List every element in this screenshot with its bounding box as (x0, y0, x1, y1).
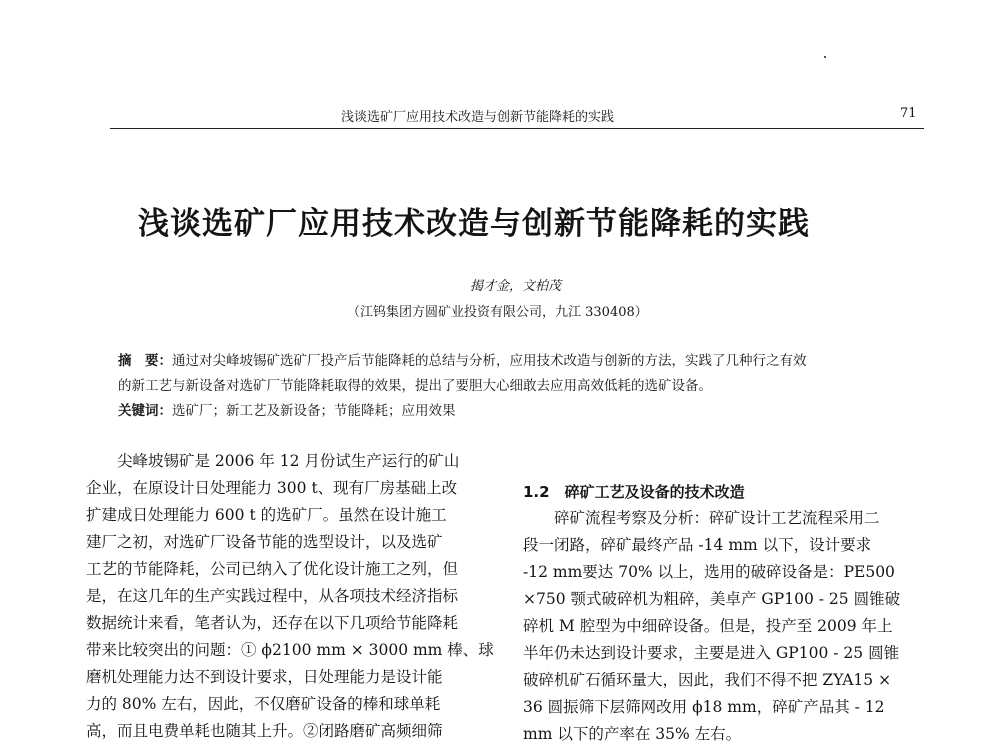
body-left-line: 建厂之初，对选矿厂设备节能的选型设计，以及选矿 (86, 533, 443, 551)
abstract-line-2: 的新工艺与新设备对选矿厂节能降耗取得的效果，提出了要胆大心细敢去应用高效低耗的选矿设备。 (118, 378, 712, 394)
body-right-line: -12 mm要达 70% 以上，选用的破碎设备是：PE500 (523, 563, 895, 581)
keywords-line (118, 399, 918, 424)
body-left-line: 数据统计来看，笔者认为，还存在以下几项给节能降耗 (86, 614, 459, 632)
body-left-line: 磨机处理能力达不到设计要求，日处理能力是设计能 (86, 668, 443, 686)
body-left-line: 高，而且电费单耗也随其上升。②闭路磨矿高频细筛 (86, 722, 443, 740)
keywords-text: 选矿厂；新工艺及新设备；节能降耗；应用效果 (172, 403, 456, 419)
body-left-line: 力的 80% 左右，因此，不仅磨矿设备的棒和球单耗 (86, 695, 441, 713)
body-right-line: 破碎机矿石循环量大，因此，我们不得不把 ZYA15 × (523, 671, 892, 689)
page-number: 71 (900, 106, 917, 121)
abstract-line-1 (118, 349, 918, 374)
body-right-line: 碎机 M 腔型为中细碎设备。但是，投产至 2009 年上 (523, 617, 893, 635)
body-left-line: 尖峰坡锡矿是 2006 年 12 月份试生产运行的矿山 (86, 452, 460, 470)
running-header-title: 浅谈选矿厂应用技术改造与创新节能降耗的实践 (341, 110, 615, 125)
body-left-line: 工艺的节能降耗，公司已纳入了优化设计施工之列，但 (86, 560, 459, 578)
scan-speck (824, 56, 826, 58)
body-right-line: 段一闭路，碎矿最终产品 -14 mm 以下，设计要求 (523, 536, 872, 554)
body-right-line: 碎矿流程考察及分析：碎矿设计工艺流程采用二 (523, 509, 880, 527)
abstract-block (118, 349, 918, 424)
abstract-label: 摘 要： (118, 353, 172, 369)
body-left-line: 带来比较突出的问题：① ϕ2100 mm × 3000 mm 棒、球 (86, 641, 494, 659)
header-rule (110, 128, 924, 129)
abstract-text-1: 通过对尖峰坡锡矿选矿厂投产后节能降耗的总结与分析，应用技术改造与创新的方法，实践了几种行之有效 (172, 353, 807, 369)
body-right-line: 36 圆振筛下层筛网改用 ϕ18 mm，碎矿产品其 - 12 (523, 698, 885, 716)
section-heading-1-2: 1.2 碎矿工艺及设备的技术改造 (523, 483, 745, 501)
body-left-line: 扩建成日处理能力 600 t 的选矿厂。虽然在设计施工 (86, 506, 447, 524)
keywords-label: 关键词： (118, 403, 172, 419)
paper-title: 浅谈选矿厂应用技术改造与创新节能降耗的实践 (138, 206, 810, 242)
body-left-line: 企业，在原设计日处理能力 300 t、现有厂房基础上改 (86, 479, 458, 497)
affiliation: （江钨集团方圆矿业投资有限公司，九江 330408） (347, 305, 648, 320)
body-left-line: 是，在这几年的生产实践过程中，从各项技术经济指标 (86, 587, 459, 605)
authors: 揭才金，文柏茂 (470, 279, 562, 294)
body-right-line: ×750 颚式破碎机为粗碎，美卓产 GP100 - 25 圆锥破 (523, 590, 901, 608)
body-right-line: mm 以下的产率在 35% 左右。 (523, 725, 742, 743)
body-right-line: 半年仍未达到设计要求，主要是进入 GP100 - 25 圆锥 (523, 644, 900, 662)
